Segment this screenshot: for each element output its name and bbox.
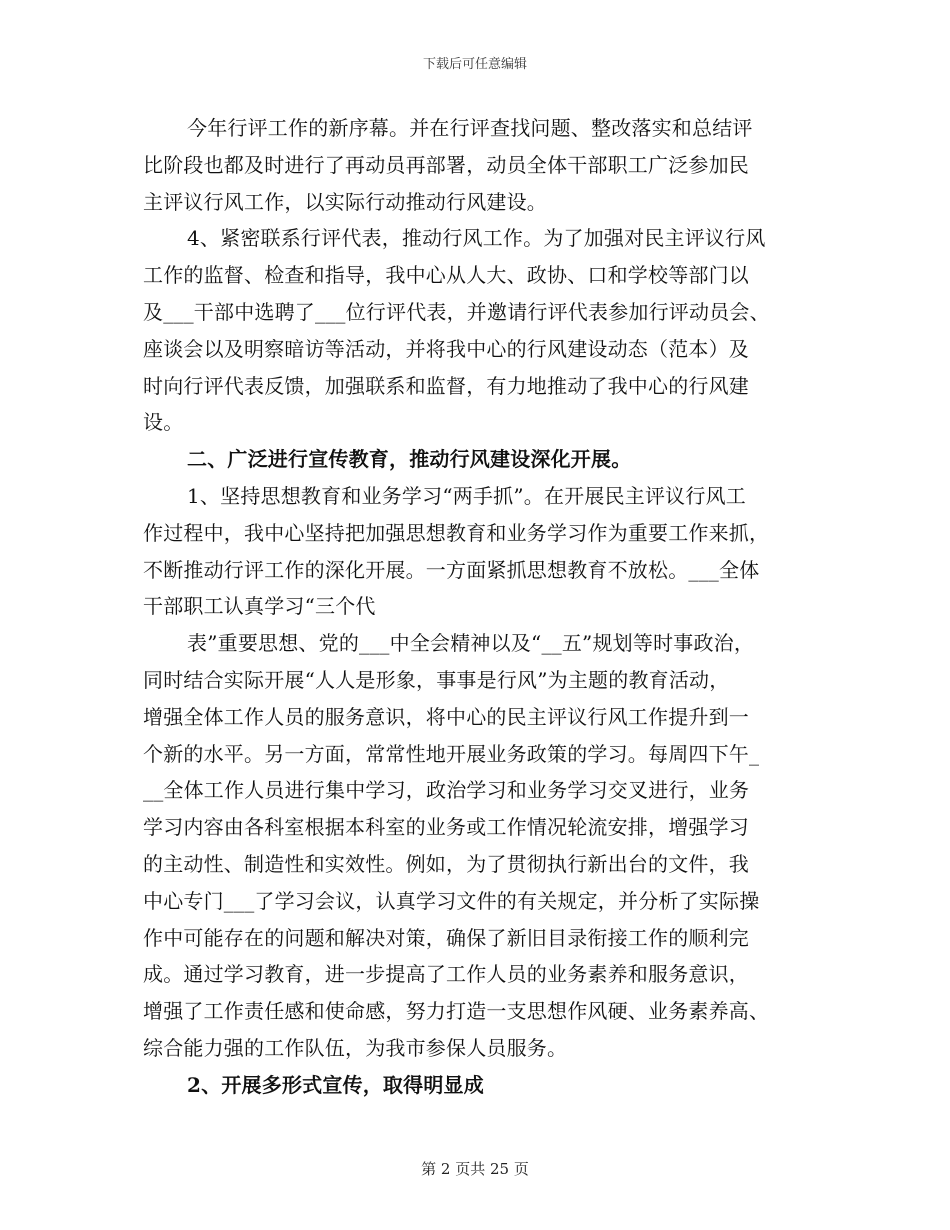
document-body [143, 110, 823, 1104]
paragraph-line: 的主动性、制造性和实效性。例如，为了贯彻执行新出台的文件，我 [143, 851, 749, 876]
paragraph-line: 成。通过学习教育，进一步提高了工作人员的业务素养和服务意识， [143, 962, 749, 987]
paragraph-line: 作过程中，我中心坚持把加强思想教育和业务学习作为重要工作来抓， [143, 520, 770, 545]
paragraph-line: 座谈会以及明察暗访等活动，并将我中心的行风建设动态（范本）及 [143, 336, 749, 361]
paragraph-line: 1、坚持思想教育和业务学习“两手抓”。在开展民主评议行风工 [187, 483, 746, 508]
paragraph-line: 中心专门___了学习会议，认真学习文件的有关规定，并分析了实际操 [143, 888, 760, 913]
paragraph-line: __全体工作人员进行集中学习，政治学习和业务学习交叉进行，业务 [143, 778, 750, 803]
paragraph-line: 表”重要思想、党的___中全会精神以及“__五”规划等时事政治， [187, 631, 755, 656]
paragraph-line: 作中可能存在的问题和解决对策，确保了新旧目录衔接工作的顺利完 [143, 925, 749, 950]
paragraph-line: 时向行评代表反馈，加强联系和监督，有力地推动了我中心的行风建 [143, 373, 749, 398]
section-heading: 二、广泛进行宣传教育，推动行风建设深化开展。 [187, 447, 632, 472]
paragraph-line: 综合能力强的工作队伍，为我市参保人员服务。 [143, 1035, 568, 1060]
paragraph-line: 设。 [143, 410, 184, 435]
paragraph-line: 干部职工认真学习“三个代 [143, 594, 376, 619]
paragraph-line: 不断推动行评工作的深化开展。一方面紧抓思想教育不放松。___全体 [143, 557, 760, 582]
page-footer: 第 2 页共 25 页 [421, 1160, 529, 1178]
paragraph-line: 同时结合实际开展“人人是形象，事事是行风”为主题的教育活动， [143, 667, 730, 692]
page-header: 下载后可任意编辑 [422, 57, 527, 72]
paragraph-line: 个新的水平。另一方面，常常性地开展业务政策的学习。每周四下午_ [143, 741, 760, 766]
paragraph-line: 增强了工作责任感和使命感，努力打造一支思想作风硬、业务素养高、 [143, 999, 770, 1024]
section-heading: 2、开展多形式宣传，取得明显成 [187, 1072, 484, 1097]
paragraph-line: 学习内容由各科室根据本科室的业务或工作情况轮流安排，增强学习 [143, 815, 749, 840]
paragraph-line: 主评议行风工作，以实际行动推动行风建设。 [143, 189, 547, 214]
paragraph-line: 及___干部中选聘了___位行评代表，并邀请行评代表参加行评动员会、 [143, 299, 770, 324]
paragraph-line: 工作的监督、检查和指导，我中心从人大、政协、口和学校等部门以 [143, 263, 749, 288]
paragraph-line: 今年行评工作的新序幕。并在行评查找问题、整改落实和总结评 [187, 116, 753, 140]
paragraph-line: 4、紧密联系行评代表，推动行风工作。为了加强对民主评议行风 [187, 226, 766, 251]
paragraph-line: 增强全体工作人员的服务意识，将中心的民主评议行风工作提升到一 [143, 704, 749, 729]
paragraph-line: 比阶段也都及时进行了再动员再部署，动员全体干部职工广泛参加民 [143, 152, 749, 177]
